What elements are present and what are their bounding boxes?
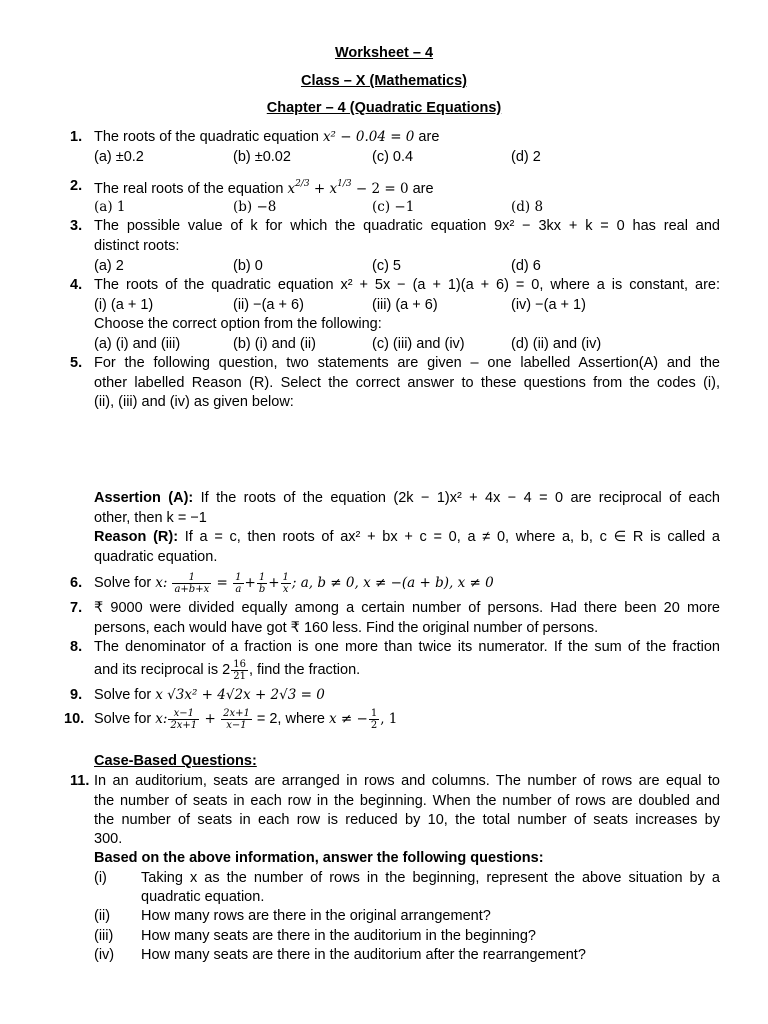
sub-question-i-line-2: quadratic equation. <box>141 889 265 905</box>
sub-question-roman-iii: (iii) <box>94 928 114 944</box>
question-number-8: 8. <box>70 639 83 655</box>
q3-option-d: (d) 6 <box>511 258 541 274</box>
sub-question-iv-text: How many seats are there in the auditorium after the rearrangement? <box>141 947 586 963</box>
question-3-line-2: distinct roots: <box>94 238 180 254</box>
q2-exp-b: 1/3 <box>337 179 352 189</box>
q10-mid: = 2, where <box>252 711 329 727</box>
question-number-6: 6. <box>70 575 83 591</box>
q6-equals: = <box>212 575 233 591</box>
reason-text: If a = c, then roots of ax² + bx + c = 0, a ≠ 0, where a, b, c ∈ R is called a <box>178 529 720 545</box>
q6-fraction-1: $\frac{1}{a}$ <box>235 571 242 595</box>
q2-math-b: x <box>329 181 338 197</box>
q2-text-after: are <box>408 181 434 197</box>
q4-option-b: (b) (i) and (ii) <box>233 336 316 352</box>
q10-fraction-3: $\frac{1}{2}$ <box>370 707 378 731</box>
question-number-11: 11. <box>70 773 90 789</box>
question-7-line-1: ₹ 9000 were divided equally among a certain number of persons. Had there been 20 more <box>94 600 720 616</box>
question-4-prompt: Choose the correct option from the following: <box>94 316 382 332</box>
q9-text: Solve for <box>94 687 156 703</box>
case-sub-heading: Based on the above information, answer the following questions: <box>94 850 544 866</box>
sub-question-roman-iv: (iv) <box>94 947 115 963</box>
question-8-line-2 <box>94 656 360 684</box>
question-11-line-3: the number of seats in each row is reduced by 10, the total number of seats increases by <box>94 812 720 828</box>
sub-question-i-line-1: Taking x as the number of rows in the beginning, represent the above situation by a <box>141 870 720 886</box>
question-4-line-1: The roots of the quadratic equation x² + 5x − (a + 1)(a + 6) = 0, where a is constant, are: <box>94 277 720 293</box>
question-5-line-2: other labelled Reason (R). Select the correct answer to these questions from the codes (i), <box>94 375 720 391</box>
q1-option-d: (d) 2 <box>511 149 541 165</box>
assertion-line-1 <box>94 490 720 506</box>
q10-cond: x ≠ − <box>329 711 368 727</box>
q10-fraction-1: $\frac{x-1}{2x+1}$ <box>170 707 198 731</box>
question-7-line-2: persons, each would have got ₹ 160 less. Find the original number of persons. <box>94 620 599 636</box>
q4-option-a: (a) (i) and (iii) <box>94 336 181 352</box>
q4-item-ii: (ii) −(a + 6) <box>233 297 304 313</box>
q1-math: x² − 0.04 = 0 <box>322 129 415 145</box>
q4-option-d: (d) (ii) and (iv) <box>511 336 602 352</box>
question-2-text <box>94 170 434 198</box>
q1-option-a: (a) ±0.2 <box>94 149 144 165</box>
q10-fraction-2: $\frac{2x+1}{x-1}$ <box>223 707 250 731</box>
q10-text: Solve for <box>94 711 156 727</box>
question-number-7: 7. <box>70 600 83 616</box>
q1-text-after: are <box>414 129 440 145</box>
question-6-text: Solve for x: $\frac{1}{a+b+x}$ = $\frac{1}{a}$ + $\frac{1}{b}$ + $\frac{1}{x}$ ; a, b ≠ 0, x ≠ −(a + b), x ≠ 0 <box>94 571 494 595</box>
q2-text-before: The real roots of the equation <box>94 181 288 197</box>
q1-option-b: (b) ±0.02 <box>233 149 291 165</box>
q3-option-b: (b) 0 <box>233 258 263 274</box>
sub-question-roman-i: (i) <box>94 870 107 886</box>
question-number-5: 5. <box>70 355 83 371</box>
q2-option-b: (b) −8 <box>233 199 277 215</box>
q2-math-tail: − 2 = 0 <box>351 181 409 197</box>
q10-tail: , 1 <box>380 711 398 727</box>
chapter-title: Chapter – 4 (Quadratic Equations) <box>266 100 502 116</box>
q6-fraction-2: $\frac{1}{b}$ <box>258 571 266 595</box>
reason-label: Reason (R): <box>94 529 179 545</box>
question-11-line-2: the number of seats in each row in the beginning. When the number of rows are doubled and <box>94 793 720 809</box>
q6-tail: ; a, b ≠ 0, x ≠ −(a + b), x ≠ 0 <box>291 575 494 591</box>
q2-option-a: (a) 1 <box>94 199 126 215</box>
reason-line-2: quadratic equation. <box>94 549 218 565</box>
question-number-9: 9. <box>70 687 83 703</box>
q4-item-i: (i) (a + 1) <box>94 297 154 313</box>
sub-question-roman-ii: (ii) <box>94 908 111 924</box>
q6-var: x: <box>155 575 168 591</box>
q2-exp-a: 2/3 <box>295 179 310 189</box>
question-3-line-1: The possible value of k for which the quadratic equation 9x² − 3kx + k = 0 has real and <box>94 218 720 234</box>
question-5-line-1: For the following question, two statements are given – one labelled Assertion(A) and the <box>94 355 720 371</box>
question-number-10: 10. <box>64 711 85 727</box>
q4-item-iii: (iii) (a + 6) <box>372 297 438 313</box>
q4-option-c: (c) (iii) and (iv) <box>372 336 465 352</box>
sub-question-iii-text: How many seats are there in the auditorium in the beginning? <box>141 928 536 944</box>
q6-fraction-3: $\frac{1}{x}$ <box>282 571 289 595</box>
q2-option-d: (d) 8 <box>511 199 544 215</box>
q1-option-c: (c) 0.4 <box>372 149 414 165</box>
q3-option-c: (c) 5 <box>372 258 401 274</box>
class-title: Class – X (Mathematics) <box>300 73 467 89</box>
q9-math: x √3x² + 4√2x + 2√3 = 0 <box>155 687 325 703</box>
q6-text: Solve for <box>94 575 156 591</box>
question-10-text <box>94 704 397 734</box>
question-11-line-4: 300. <box>94 831 123 847</box>
q6-main-fraction: $\frac{1}{a+b+x}$ <box>174 571 210 595</box>
question-number-2: 2. <box>70 178 83 194</box>
q8-text-before: and its reciprocal is 2 <box>94 662 231 678</box>
q2-plus: + <box>309 181 330 197</box>
question-number-4: 4. <box>70 277 83 293</box>
worksheet-title: Worksheet – 4 <box>334 45 434 61</box>
q2-math-a: x <box>287 181 296 197</box>
assertion-label: Assertion (A): <box>94 490 194 506</box>
question-5-line-3: (ii), (iii) and (iv) as given below: <box>94 394 294 410</box>
question-9-text <box>94 687 325 703</box>
case-based-heading: Case-Based Questions: <box>94 753 257 769</box>
sub-question-ii-text: How many rows are there in the original arrangement? <box>141 908 491 924</box>
question-8-line-1: The denominator of a fraction is one more than twice its numerator. If the sum of the fraction <box>94 639 720 655</box>
assertion-text: If the roots of the equation (2k − 1)x² + 4x − 4 = 0 are reciprocal of each <box>193 490 721 506</box>
q1-text-before: The roots of the quadratic equation <box>94 129 323 145</box>
question-number-3: 3. <box>70 218 83 234</box>
q8-mixed-fraction: $\frac{16}{21}$ <box>233 658 246 682</box>
reason-line-1 <box>94 529 720 545</box>
question-number-1: 1. <box>70 129 83 145</box>
question-11-line-1: In an auditorium, seats are arranged in rows and columns. The number of rows are equal to <box>94 773 720 789</box>
q10-plus: + <box>200 711 221 727</box>
q10-var: x: <box>155 711 168 727</box>
question-1-text <box>94 129 439 145</box>
q3-option-a: (a) 2 <box>94 258 124 274</box>
q8-text-after: , find the fraction. <box>248 662 361 678</box>
q4-item-iv: (iv) −(a + 1) <box>511 297 586 313</box>
q2-option-c: (c) −1 <box>372 199 415 215</box>
assertion-line-2: other, then k = −1 <box>94 510 207 526</box>
